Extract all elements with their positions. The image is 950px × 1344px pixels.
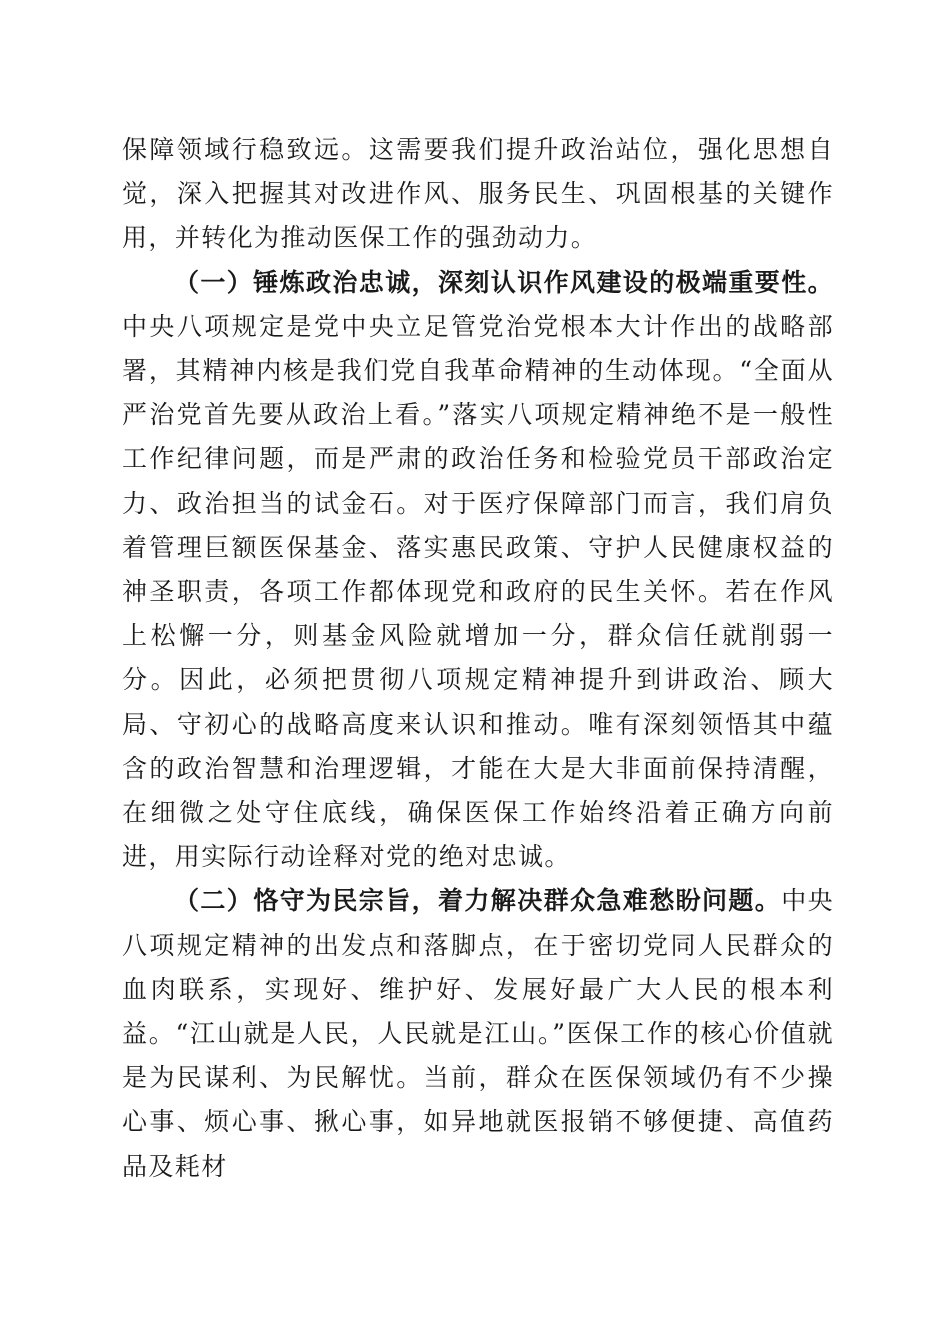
paragraph-text: 中央八项规定精神的出发点和落脚点，在于密切党同人民群众的血肉联系，实现好、维护好、发展好最广大人民的根本利益。“江山就是人民，人民就是江山。”医保工作的核心价值就是为民谋利、为民解忧。当前，群众在医保领域仍有不少操心事、烦心事、揪心事，如异地就医报销不够便捷、高值药品及耗材 [122, 886, 835, 1181]
section-heading: （二）恪守为民宗旨，着力解决群众急难愁盼问题。 [174, 886, 782, 916]
paragraph-text: 保障领域行稳致远。这需要我们提升政治站位，强化思想自觉，深入把握其对改进作风、服务民生、巩固根基的关键作用，并转化为推动医保工作的强劲动力。 [122, 135, 834, 253]
paragraph-section-1 [122, 261, 834, 880]
paragraph-continuation [122, 128, 834, 261]
section-heading: （一）锤炼政治忠诚，深刻认识作风建设的极端重要性。 [174, 267, 835, 297]
paragraph-section-2 [122, 879, 834, 1188]
paragraph-text: 中央八项规定是党中央立足管党治党根本大计作出的战略部署，其精神内核是我们党自我革命精神的生动体现。“全面从严治党首先要从政治上看。”落实八项规定精神绝不是一般性工作纪律问题，而是严肃的政治任务和检验党员干部政治定力、政治担当的试金石。对于医疗保障部门而言，我们肩负着管理巨额医保基金、落实惠民政策、守护人民健康权益的神圣职责，各项工作都体现党和政府的民生关怀。若在作风上松懈一分，则基金风险就增加一分，群众信任就削弱一分。因此，必须把贯彻八项规定精神提升到讲政治、顾大局、守初心的战略高度来认识和推动。唯有深刻领悟其中蕴含的政治智慧和治理逻辑，才能在大是大非面前保持清醒，在细微之处守住底线，确保医保工作始终沿着正确方向前进，用实际行动诠释对党的绝对忠诚。 [122, 311, 834, 872]
body-text [122, 128, 834, 1189]
